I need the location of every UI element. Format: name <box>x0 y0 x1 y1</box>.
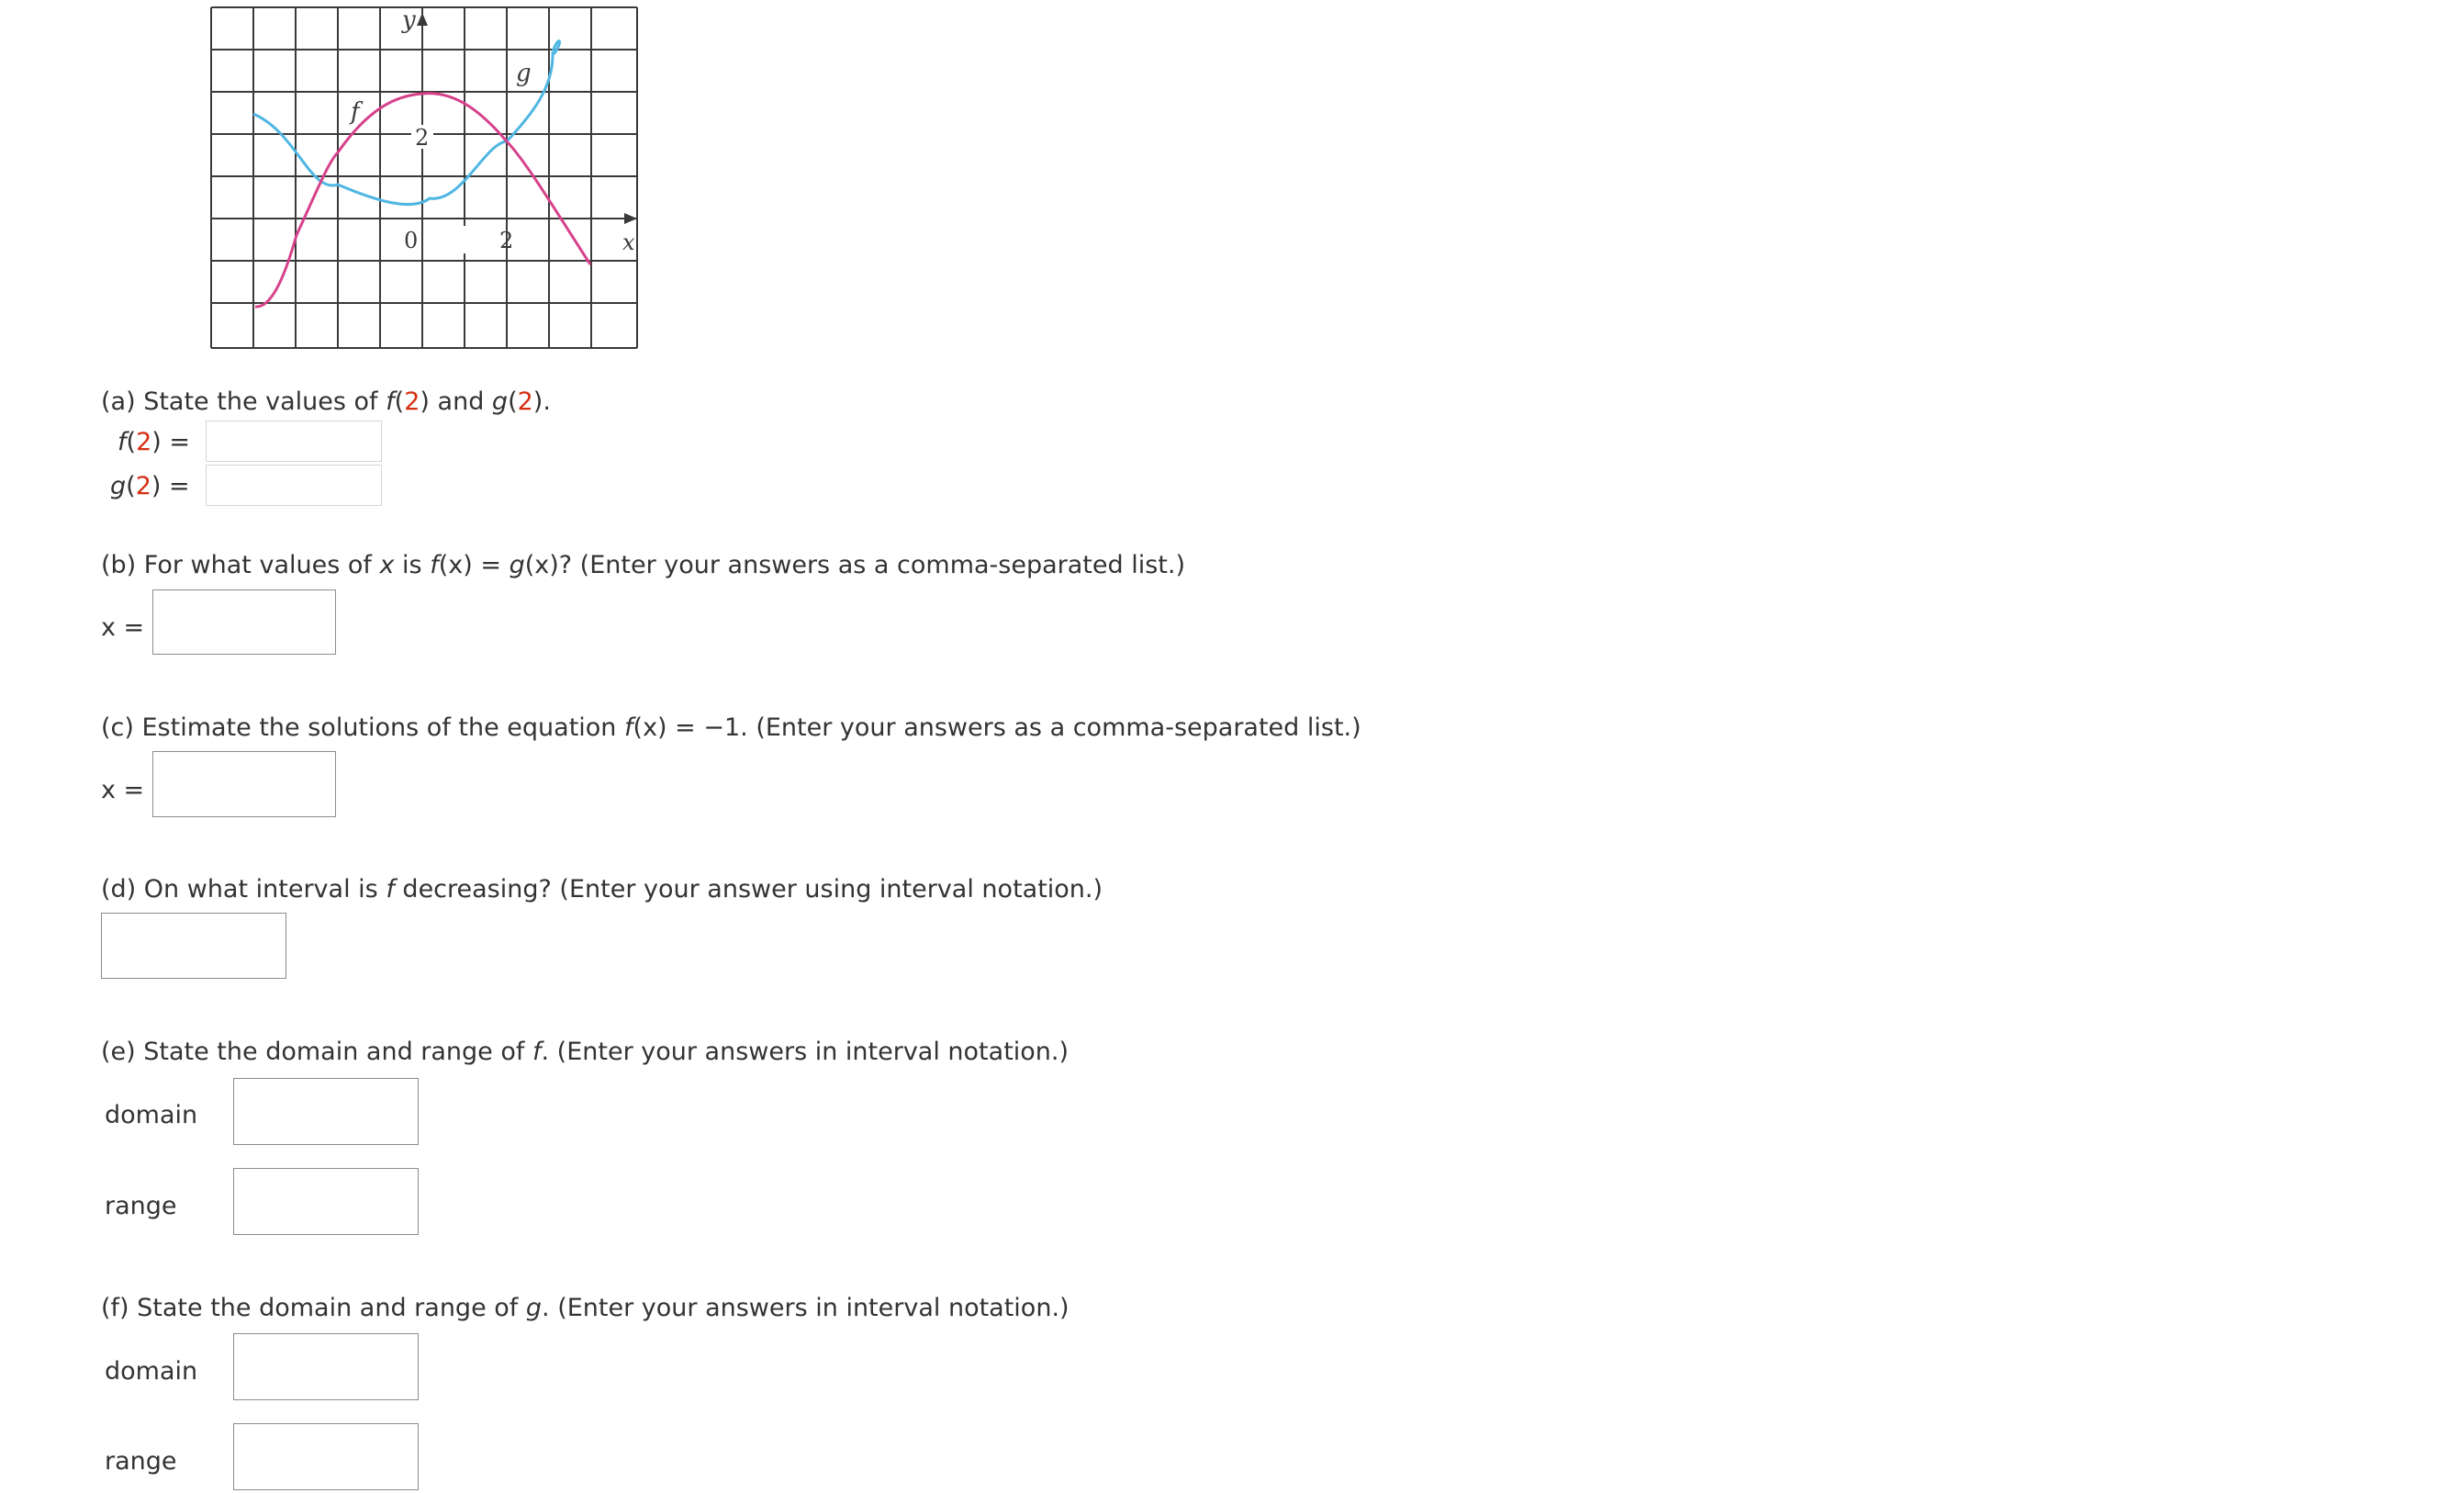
origin-label: 0 <box>404 228 419 253</box>
f2-answer-input[interactable] <box>206 421 382 462</box>
question-e: (e) State the domain and range of f. (Enter your answers in interval notation.) <box>101 1038 1070 1066</box>
e-range-input[interactable] <box>233 1168 419 1235</box>
y-tick-label: 2 <box>415 125 430 151</box>
question-a: (a) State the values of f(2) and g(2). <box>101 387 551 416</box>
f-curve-label: f <box>351 98 360 126</box>
question-c: (c) Estimate the solutions of the equation f(x) = −1. (Enter your answers as a comma-separated list.) <box>101 713 1361 742</box>
b-answer-input[interactable] <box>152 589 336 655</box>
question-d: (d) On what interval is f decreasing? (Enter your answer using interval notation.) <box>101 875 1103 904</box>
x-axis-arrow <box>624 213 637 224</box>
d-answer-input[interactable] <box>101 913 286 979</box>
g-curve-label: g <box>516 60 532 87</box>
g2-label: g(2) = <box>110 472 190 500</box>
f-domain-label: domain <box>105 1357 198 1386</box>
function-graph <box>209 6 639 350</box>
f-range-input[interactable] <box>233 1423 419 1490</box>
x-tick-label: 2 <box>499 228 514 253</box>
f-range-label: range <box>105 1447 177 1476</box>
c-answer-label: x = <box>101 776 145 804</box>
x-axis-label: x <box>622 230 635 255</box>
grid <box>211 7 637 348</box>
question-b: (b) For what values of x is f(x) = g(x)? (Enter your answers as a comma-separated list.) <box>101 551 1185 579</box>
e-domain-input[interactable] <box>233 1078 419 1145</box>
f-domain-input[interactable] <box>233 1333 419 1400</box>
y-axis-label: y <box>402 6 416 34</box>
question-f: (f) State the domain and range of g. (Enter your answers in interval notation.) <box>101 1294 1070 1322</box>
e-domain-label: domain <box>105 1101 198 1129</box>
f2-label: f(2) = <box>118 428 191 456</box>
c-answer-input[interactable] <box>152 751 336 817</box>
e-range-label: range <box>105 1192 177 1220</box>
g-curve <box>253 41 560 205</box>
g2-answer-input[interactable] <box>206 465 382 506</box>
y-axis-arrow <box>417 13 428 26</box>
b-answer-label: x = <box>101 613 145 642</box>
